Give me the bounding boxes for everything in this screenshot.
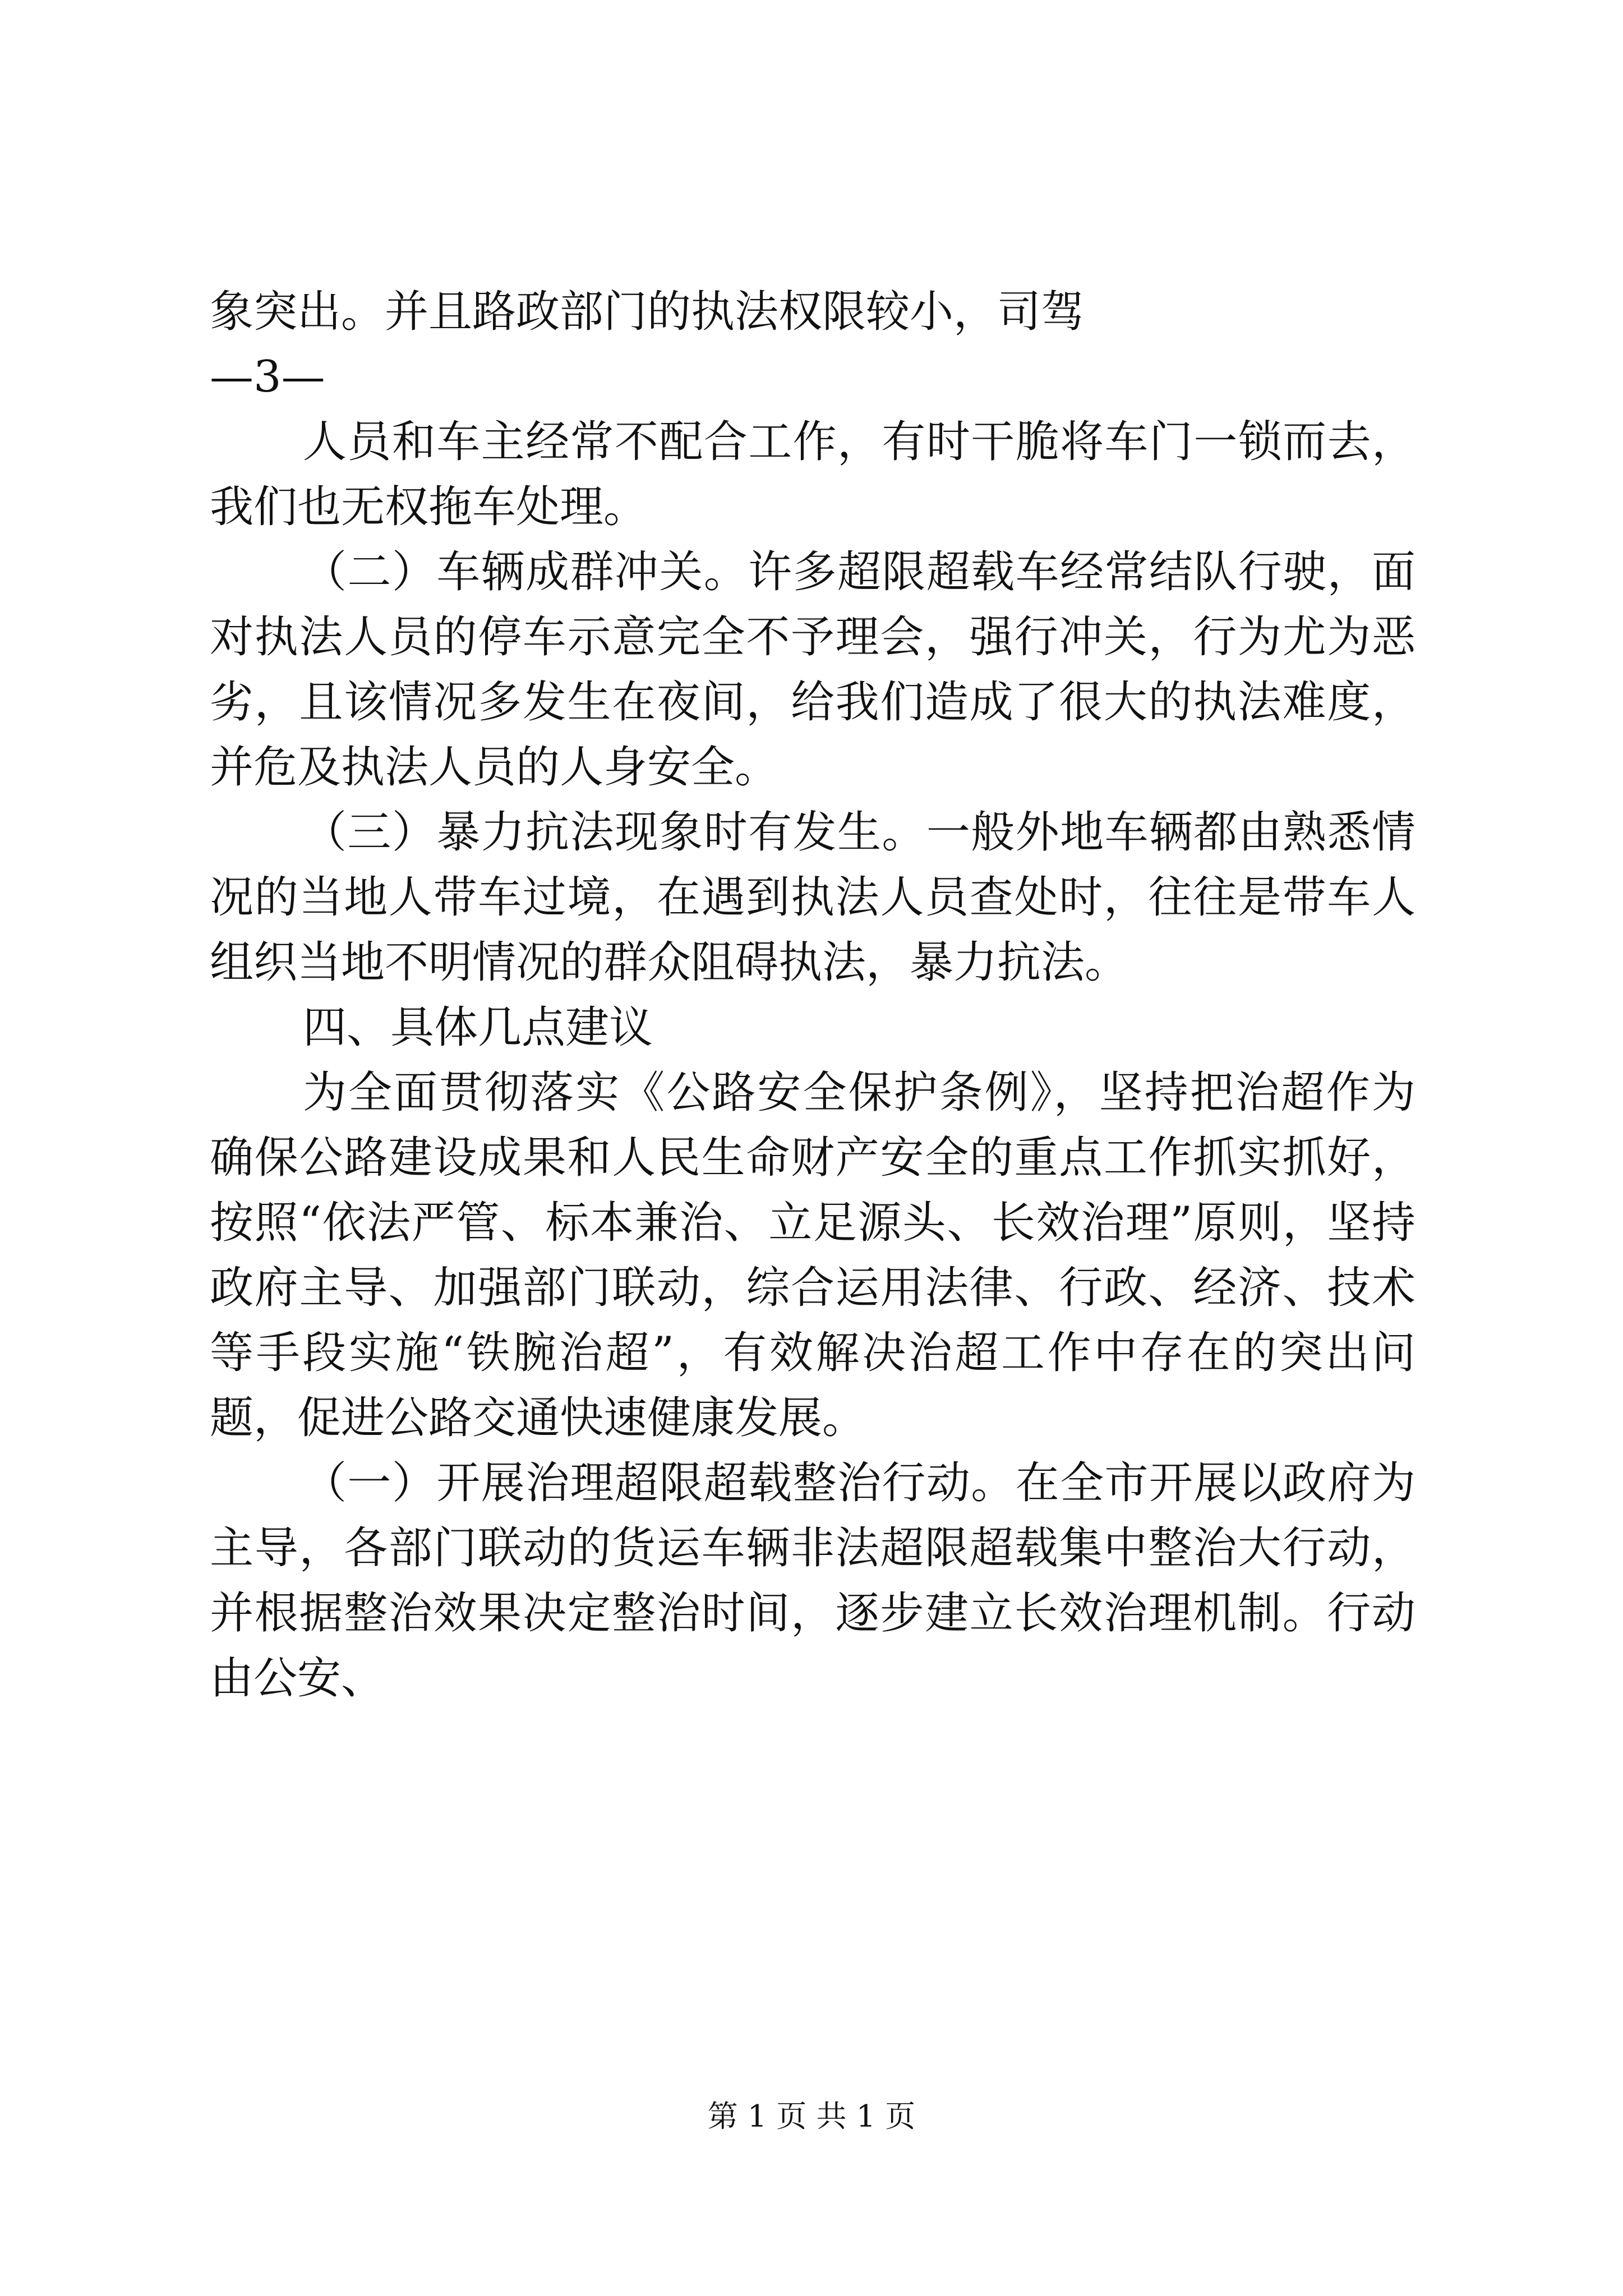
page-marker: —3— [210, 352, 325, 402]
paragraph-rectification-action: （一）开展治理超限超载整治行动。在全市开展以政府为主导，各部门联动的货运车辆非法超限超载集中整治大行动，并根据整治效果决定整治时间，逐步建立长效治理机制。行动由公安、 [210, 1458, 1415, 1704]
continued-line: 象突出。并且路政部门的执法权限较小，司驾 [210, 287, 1085, 337]
paragraph-continuation: 人员和车主经常不配合工作，有时干脆将车门一锁而去，我们也无权拖车处理。 [210, 417, 1415, 532]
paragraph-violent-resistance: （三）暴力抗法现象时有发生。一般外地车辆都由熟悉情况的当地人带车过境，在遇到执法人员查处时，往往是带车人组织当地不明情况的群众阻碍执法，暴力抗法。 [210, 807, 1415, 988]
section-heading-suggestions: 四、具体几点建议 [303, 1002, 653, 1053]
paragraph-vehicles-rushing: （二）车辆成群冲关。许多超限超载车经常结队行驶，面对执法人员的停车示意完全不予理会，强行冲关，行为尤为恶劣，且该情况多发生在夜间，给我们造成了很大的执法难度，并危及执法人员的人身安全。 [210, 547, 1415, 793]
document-body [210, 279, 1415, 1711]
paragraph-implementation: 为全面贯彻落实《公路安全保护条例》，坚持把治超作为确保公路建设成果和人民生命财产安全的重点工作抓实抓好，按照“依法严管、标本兼治、立足源头、长效治理”原则，坚持政府主导、加强部门联动，综合运用法律、行政、经济、技术等手段实施“铁腕治超”，有效解决治超工作中存在的突出问题，促进公路交通快速健康发展。 [210, 1068, 1415, 1443]
page-footer: 第 1 页 共 1 页 [707, 2099, 916, 2134]
